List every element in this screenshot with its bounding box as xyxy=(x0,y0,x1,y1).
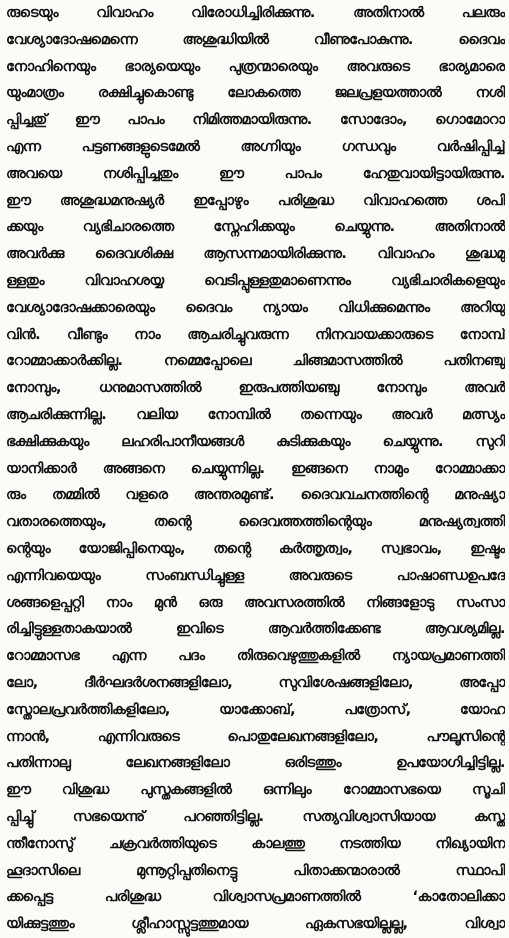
text-line: പതിന്നാലു ലേഖനങ്ങളിലോ ഒരിടത്തും ഉപയോഗിച്ചിട്ടില്ല. xyxy=(6,755,505,772)
text-line: ഭക്ഷിക്കുകയും ലഹരിപാനീയങ്ങൾ കുടിക്കുകയും ചെയ്യുന്നു. സുറി xyxy=(6,433,505,450)
text-line: പ്പിച്ചു് സഭയെന്നു് പറഞ്ഞിട്ടില്ല. സത്യവിശ്വാസിയായ കസ്ത xyxy=(6,808,505,825)
text-line: നോഹിനെയും ഭാര്യയെയും പുത്രന്മാരെയും അവരുടെ ഭാര്യമാരെ xyxy=(6,58,505,75)
text-line: ഈ അശുദ്ധമനുഷ്യർ ഇപ്പോഴും പരിശുദ്ധ വിവാഹത്തെ ശപി xyxy=(6,192,505,209)
text-line: ക്കയും വ്യഭിചാരത്തെ സ്നേഹിക്കയും ചെയ്യുന്നു. അതിനാൽ xyxy=(6,219,505,236)
text-line: ന്നാൻ, എന്നിവരുടെ പൊതുലേഖനങ്ങളിലോ, പൗലൂസിന്റെ xyxy=(6,728,505,745)
text-line: രുടെയും വിവാഹം വിരോധിച്ചിരിക്കുന്നു. അതിനാൽ പലരും xyxy=(6,5,505,21)
text-line: യാനിക്കാർ അങ്ങനെ ചെയ്യുന്നില്ല. ഇങ്ങനെ നാമും റോമ്മാക്കാ xyxy=(6,460,505,477)
text-line: അവർക്കു ദൈവശിക്ഷ ആസന്നമായിരിക്കുന്നു. വിവാഹം ശുദ്ധമു xyxy=(6,246,505,263)
text-line: ക്കപ്പെട്ട പരിശുദ്ധ വിശ്വാസപ്രമാണത്തിൽ ‘കാതോലിക്കാ xyxy=(6,889,505,906)
text-line: വതാരത്തെയും, തന്റെ ദൈവത്തത്തിന്റെയും മനുഷ്യത്വത്തി xyxy=(6,514,505,531)
text-line: എന്നിവയെയും സംബന്ധിച്ചുള്ള അവരുടെ പാഷാണ്ഡഉപദേ xyxy=(6,567,505,584)
text-line: വേശ്യാദോഷമെന്നെ അശുദ്ധിയിൽ വീണുപോകുന്നു. ദൈവം xyxy=(6,31,505,48)
text-line: അവയെ നശിപ്പിച്ചതും ഈ പാപം ഹേതുവായിട്ടായിരുന്നു. xyxy=(6,165,505,182)
text-line: വിൻ. വീണ്ടും നാം ആചരിച്ചുവരുന്ന നിനവായക്കാരുടെ നോമ്പ് xyxy=(6,326,505,343)
text-line: രും തമ്മിൽ വളരെ അന്തരമുണ്ട്. ദൈവവചനത്തിന്റെ മനുഷ്യാ xyxy=(6,487,505,504)
text-line: ലോ, ദീർഘദർശനങ്ങളിലോ, സുവിശേഷങ്ങളിലോ, അപ്പോ xyxy=(6,674,505,691)
text-line: ന്റെയും യോജിപ്പിനെയും, തന്റെ കർത്തൃത്വം, സ്വഭാവം, ഇഷ്ടം xyxy=(6,540,505,557)
text-line: വേശ്യാദോഷക്കാരെയും ദൈവം ന്യായം വിധിക്കുമെന്നും അറിയു xyxy=(6,299,505,316)
text-line: ള്ളതും വിവാഹശയ്യ വെടിപ്പുള്ളതുമാണെന്നും വ്യഭിചാരികളെയും xyxy=(6,272,505,289)
text-line: യുംമാത്രം രക്ഷിച്ചുകൊണ്ടു ലോകത്തെ ജലപ്രളയത്താൽ നശി xyxy=(6,85,505,102)
text-line: രിച്ചിട്ടുള്ളതാകയാൽ ഇവിടെ ആവർത്തിക്കേണ്ട ആവശ്യമില്ല. xyxy=(6,621,505,638)
text-line: റോമ്മാക്കാർക്കില്ല. നമ്മെപ്പോലെ ചിങ്ങമാസത്തിൽ പതിനഞ്ചു xyxy=(6,353,505,370)
body-text xyxy=(6,0,505,938)
text-line: എന്ന പട്ടണങ്ങളുടെമേൽ അഗ്നിയും ഗന്ധവും വർഷിപ്പിച്ച് xyxy=(6,138,505,155)
text-line: പ്പിച്ചതു് ഈ പാപം നിമിത്തമായിരുന്നു. സോദോം, ഗൊമോറാ xyxy=(6,112,505,129)
text-line: യിക്കുട്ടത്തും ശ്ലീഹാസ്സുട്ടത്തുമായ ഏകസഭയില്ലല്ല, വിശ്വാ xyxy=(6,916,505,933)
text-line: നോമ്പും, ധനുമാസത്തിൽ ഇരുപത്തിയഞ്ചു നോമ്പും അവർ xyxy=(6,380,505,397)
text-line: ആചരിക്കുന്നില്ല. വലിയ നോമ്പിൽ തന്നെയും അവർ മത്സ്യം xyxy=(6,406,505,423)
text-line: ശങ്ങളെപ്പറ്റി നാം മുൻ ഒരു അവസരത്തിൽ നിങ്ങളോടു സംസാ xyxy=(6,594,505,611)
text-line: ന്തീനോസു് ചക്രവർത്തിയുടെ കാലത്തു നടത്തിയ നിഖ്യായിന xyxy=(6,835,505,852)
text-line: ഈ വിശുദ്ധ പുസ്തകങ്ങളിൽ ഒന്നിലും റോമ്മാസഭയെ സൂചി xyxy=(6,782,505,799)
text-line: ഹൂദാസിലെ മുന്നൂറ്റിപ്പതിനെട്ടു പിതാക്കന്മാരാൽ സ്ഥാപി xyxy=(6,862,505,879)
text-line: റോമ്മാസഭ എന്ന പദം തിരുവെഴുത്തുകളിൽ ന്യായപ്രമാണത്തി xyxy=(6,648,505,665)
text-line: സ്തോലപ്രവർത്തികളിലോ, യാക്കോബ്, പത്രോസ്, യോഹ xyxy=(6,701,505,718)
